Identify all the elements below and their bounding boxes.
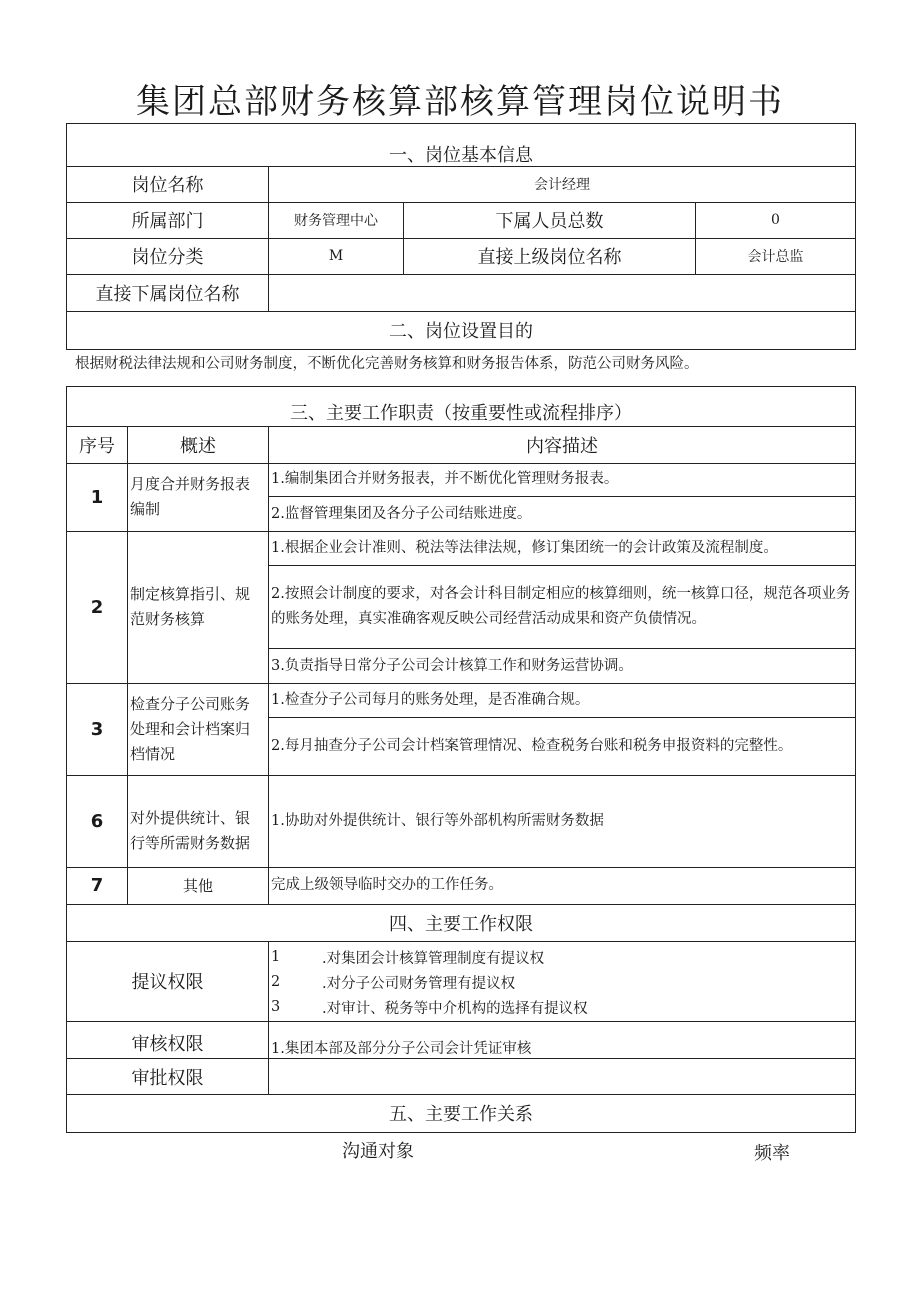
purpose-text: 根据财税法律法规和公司财务制度，不断优化完善财务核算和财务报告体系，防范公司财务风险。 (75, 355, 699, 372)
section-relations-heading: 五、主要工作关系 (389, 1104, 533, 1125)
proposal-item-text: .对集团会计核算管理制度有提议权 (322, 950, 545, 967)
section-basic-info-heading: 一、岗位基本信息 (389, 145, 533, 166)
position-name-label: 岗位名称 (131, 175, 204, 196)
duty-no: 3 (90, 718, 104, 740)
duty-summary: 检查分子公司账务处理和会计档案归档情况 (130, 694, 251, 763)
approval-authority-label: 审批权限 (131, 1067, 204, 1089)
duty-no: 7 (90, 875, 104, 896)
duty-item: 1.检查分子公司每月的账务处理，是否准确合规。 (271, 691, 590, 708)
subordinate-position-label: 直接下属岗位名称 (95, 283, 240, 305)
duty-summary: 月度合并财务报表编制 (130, 475, 251, 518)
section-duties-heading: 三、主要工作职责（按重要性或流程排序） (290, 403, 632, 424)
col-header-summary: 概述 (180, 435, 216, 457)
subordinate-position-value (275, 274, 850, 311)
proposal-item-number: 3 (271, 999, 281, 1015)
duty-summary: 其他 (182, 877, 213, 895)
proposal-item-number: 2 (271, 974, 281, 990)
proposal-item-text: .对分子公司财务管理有提议权 (322, 975, 516, 992)
subordinate-count-value: 0 (771, 212, 780, 228)
duty-no: 1 (90, 486, 104, 508)
duty-item: 1.编制集团合并财务报表，并不断优化管理财务报表。 (271, 471, 619, 487)
duty-no: 6 (90, 810, 104, 832)
duty-summary: 制定核算指引、规范财务核算 (130, 585, 251, 628)
proposal-item-text: .对审计、税务等中介机构的选择有提议权 (322, 1000, 588, 1017)
duty-item: 1.根据企业会计准则、税法等法律法规，修订集团统一的会计政策及流程制度。 (271, 539, 778, 556)
department-label: 所属部门 (131, 211, 204, 232)
duty-item: 2.每月抽查分子公司会计档案管理情况、检查税务台账和税务申报资料的完整性。 (271, 738, 793, 754)
position-category-label: 岗位分类 (131, 247, 204, 268)
duty-item: 2.按照会计制度的要求，对各会计科目制定相应的核算细则，统一核算口径，规范各项业务的账务处理，真实准确客观反映公司经营活动成果和资产负债情况。 (271, 586, 851, 627)
duty-item: 完成上级领导临时交办的工作任务。 (271, 877, 503, 893)
section-authority-heading: 四、主要工作权限 (389, 914, 533, 935)
subordinate-count-label: 下属人员总数 (495, 211, 604, 232)
superior-position-label: 直接上级岗位名称 (477, 247, 622, 268)
superior-position-value: 会计总监 (747, 249, 804, 265)
duty-no: 2 (90, 596, 104, 618)
duty-summary: 对外提供统计、银行等所需财务数据 (130, 809, 251, 852)
review-authority-text: 1.集团本部及部分分子公司会计凭证审核 (271, 1040, 532, 1057)
duty-item: 2.监督管理集团及各分子公司结账进度。 (271, 505, 532, 522)
department-value: 财务管理中心 (294, 213, 378, 229)
proposal-item-number: 1 (271, 949, 281, 965)
duty-item: 1.协助对外提供统计、银行等外部机构所需财务数据 (271, 812, 604, 829)
section-purpose-heading: 二、岗位设置目的 (389, 321, 533, 342)
position-category-value: M (328, 248, 344, 264)
position-name-value: 会计经理 (534, 177, 590, 193)
page-title: 集团总部财务核算部核算管理岗位说明书 (136, 82, 784, 122)
relations-col-frequency: 频率 (754, 1143, 790, 1164)
col-header-description: 内容描述 (526, 435, 598, 457)
relations-col-target: 沟通对象 (342, 1141, 414, 1162)
review-authority-label: 审核权限 (131, 1034, 204, 1055)
proposal-authority-label: 提议权限 (131, 972, 204, 993)
duty-item: 3.负责指导日常分子公司会计核算工作和财务运营协调。 (271, 657, 633, 674)
col-header-no: 序号 (79, 435, 115, 457)
